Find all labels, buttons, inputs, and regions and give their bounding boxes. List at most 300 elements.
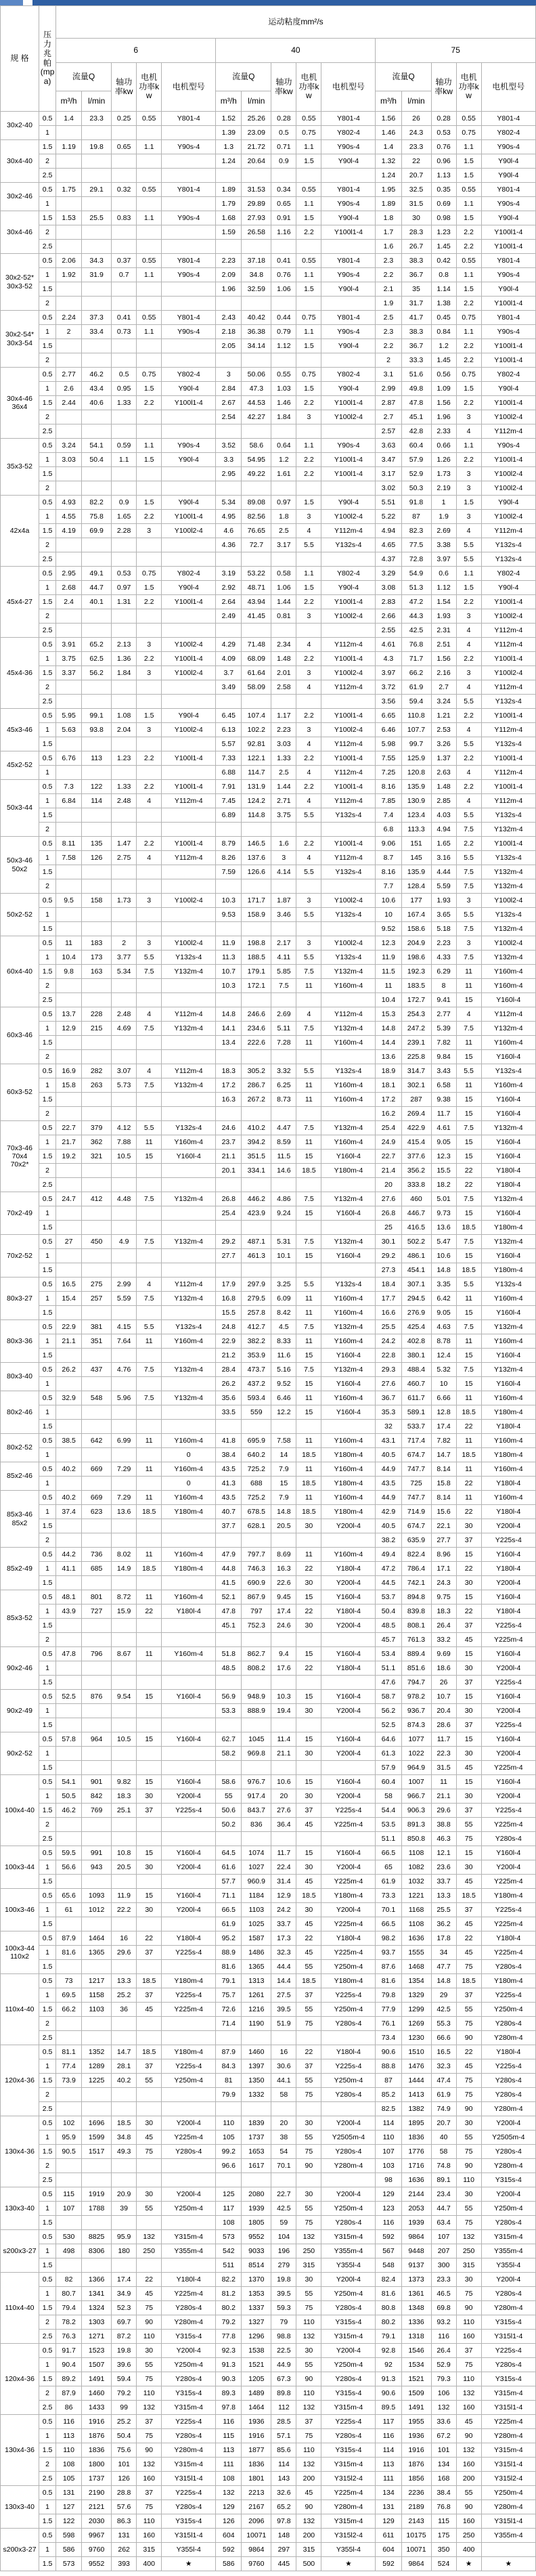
shaft-power-cell: 5.18: [431, 922, 456, 936]
motor-model-cell: Y90l-4: [162, 382, 216, 396]
shaft-power-cell: 0.65: [271, 197, 296, 211]
pressure-cell: 0.5: [39, 439, 56, 453]
motor-model-cell: Y132s-4: [481, 737, 535, 751]
motor-model-cell: Y100l1-4: [481, 652, 535, 666]
table-row: [1, 2102, 536, 2116]
pressure-cell: 1: [39, 908, 56, 922]
flow-lmin-cell: 1032: [401, 1875, 431, 1889]
flow-lmin-cell: 623: [82, 1505, 112, 1519]
motor-power-cell: 1.1: [456, 140, 481, 154]
shaft-power-cell: 11: [431, 1775, 456, 1789]
flow-lmin-cell: 1839: [242, 2116, 271, 2131]
flow-m3h-cell: 498: [56, 2244, 82, 2258]
flow-lmin-cell: 1444: [401, 2074, 431, 2088]
motor-power-cell: 15: [456, 1306, 481, 1320]
motor-model-cell: Y100l2-4: [321, 723, 376, 737]
motor-model-cell: Y280s-4: [321, 2216, 376, 2230]
motor-model-cell: Y100l1-4: [481, 780, 535, 794]
motor-model-cell: Y160m-4: [321, 1334, 376, 1349]
shaft-power-cell: [112, 609, 137, 624]
flow-lmin-cell: 21.72: [242, 140, 271, 154]
motor-model-cell: Y180l-4: [162, 1931, 216, 1946]
table-row: [1, 1093, 536, 1107]
pressure-cell: 0.5: [39, 2230, 56, 2244]
motor-model-cell: Y225s-4: [481, 1988, 535, 2003]
pressure-cell: 1: [39, 794, 56, 808]
motor-power-cell: 110: [137, 2386, 162, 2401]
motor-model-cell: Y200l-4: [321, 1747, 376, 1761]
flow-m3h-cell: 117: [216, 2202, 242, 2216]
flow-m3h-cell: 10.3: [216, 894, 242, 908]
flow-m3h-cell: 61.9: [216, 1917, 242, 1931]
motor-power-cell: [137, 1960, 162, 1974]
shaft-power-cell: [112, 1349, 137, 1363]
motor-power-cell: 15: [137, 1150, 162, 1164]
flow-m3h-cell: [56, 1178, 82, 1192]
pressure-cell: 1: [39, 2131, 56, 2145]
motor-power-cell: 0.55: [456, 112, 481, 126]
motor-model-cell: [162, 1960, 216, 1974]
flow-m3h-cell: 2.49: [216, 609, 242, 624]
flow-m3h-cell: 10.3: [216, 979, 242, 993]
flow-m3h-cell: 81.1: [56, 2045, 82, 2059]
motor-power-cell: 110: [456, 2173, 481, 2187]
flow-m3h-cell: 73.3: [376, 1889, 401, 1903]
flow-lmin-cell: 351.5: [242, 1150, 271, 1164]
motor-power-cell: 5.5: [456, 737, 481, 751]
flow-m3h-cell: 116: [376, 2216, 401, 2230]
motor-model-cell: [162, 1619, 216, 1633]
motor-model-cell: Y315l2-4: [321, 2529, 376, 2543]
flow-m3h-cell: 7.3: [56, 780, 82, 794]
flow-m3h-cell: 573: [216, 2230, 242, 2244]
motor-power-cell: 37: [456, 1903, 481, 1917]
flow-m3h-cell: 2: [376, 353, 401, 368]
flow-m3h-cell: 45.7: [376, 1633, 401, 1647]
motor-model-cell: Y280s-4: [162, 2301, 216, 2315]
shaft-power-cell: 14.6: [271, 1164, 296, 1178]
motor-model-cell: Y160m-4: [321, 1036, 376, 1050]
motor-model-cell: Y315l1-4: [162, 2529, 216, 2543]
motor-model-cell: Y315s-4: [481, 2315, 535, 2330]
flow-m3h-cell: 32: [376, 1420, 401, 1434]
shaft-power-cell: [112, 1619, 137, 1633]
shaft-power-cell: 1.26: [431, 453, 456, 467]
motor-model-cell: Y90s-4: [321, 197, 376, 211]
shaft-power-cell: 11.7: [271, 1846, 296, 1860]
table-row: [1, 695, 536, 709]
shaft-power-cell: 18.6: [431, 1661, 456, 1676]
pressure-cell: 1: [39, 197, 56, 211]
pressure-cell: 0.5: [39, 894, 56, 908]
shaft-power-cell: 17.3: [271, 1931, 296, 1946]
flow-lmin-cell: 29.1: [82, 183, 112, 197]
flow-lmin-cell: [242, 1420, 271, 1434]
shaft-power-cell: 7.9: [271, 1491, 296, 1505]
flow-lmin-cell: 1955: [401, 2415, 431, 2429]
flow-m3h-cell: 21.4: [376, 1164, 401, 1178]
flow-m3h-cell: 14.8: [376, 1022, 401, 1036]
flow-lmin-cell: 9760: [82, 2543, 112, 2557]
table-row: [1, 567, 536, 581]
motor-power-cell: 90: [296, 2372, 321, 2386]
flow-m3h-cell: 48.5: [216, 1661, 242, 1676]
shaft-power-cell: 126: [112, 2472, 137, 2486]
flow-lmin-cell: 628.1: [242, 1519, 271, 1533]
pressure-cell: 1: [39, 325, 56, 339]
flow-m3h-cell: 92.8: [376, 2344, 401, 2358]
flow-m3h-cell: 57.9: [376, 1761, 401, 1775]
motor-model-cell: [162, 1576, 216, 1590]
flow-lmin-cell: [82, 2216, 112, 2230]
flow-m3h-cell: 3.24: [56, 439, 82, 453]
shaft-power-cell: [271, 695, 296, 709]
flow-m3h-cell: 7.33: [216, 751, 242, 766]
motor-model-cell: Y802-4: [481, 368, 535, 382]
shaft-power-cell: 1.8: [271, 510, 296, 524]
flow-lmin-cell: [242, 695, 271, 709]
motor-power-cell: 11: [296, 1306, 321, 1320]
motor-model-cell: Y90l-4: [321, 211, 376, 225]
table-row: [1, 1462, 536, 1477]
flow-lmin-cell: 204.9: [401, 936, 431, 951]
motor-power-cell: 15: [296, 1590, 321, 1604]
flow-m3h-cell: 37.7: [216, 1519, 242, 1533]
flow-lmin-cell: 38.3: [401, 254, 431, 268]
header-viscosity-75: 75: [376, 39, 536, 63]
shaft-power-cell: 0.66: [431, 439, 456, 453]
motor-model-cell: Y315m-4: [481, 2230, 535, 2244]
motor-model-cell: [162, 766, 216, 780]
motor-model-cell: Y132s-4: [321, 865, 376, 879]
flow-lmin-cell: 894.8: [401, 1590, 431, 1604]
motor-power-cell: [137, 1221, 162, 1235]
motor-power-cell: 4: [456, 680, 481, 695]
flow-lmin-cell: [82, 1164, 112, 1178]
flow-m3h-cell: 90.5: [56, 2145, 82, 2159]
shaft-power-cell: 3.17: [271, 538, 296, 552]
shaft-power-cell: 22.4: [271, 1860, 296, 1875]
flow-lmin-cell: 234.6: [242, 1022, 271, 1036]
flow-lmin-cell: 1836: [82, 2443, 112, 2458]
motor-model-cell: Y100l2-4: [481, 894, 535, 908]
pressure-cell: 0.5: [39, 1007, 56, 1022]
motor-power-cell: 75: [456, 2088, 481, 2102]
table-row: [1, 1349, 536, 1363]
motor-power-cell: 45: [456, 1633, 481, 1647]
flow-lmin-cell: 9552: [242, 2230, 271, 2244]
shaft-power-cell: [112, 1761, 137, 1775]
flow-lmin-cell: 1534: [401, 2358, 431, 2372]
spec-cell: 30x4-40: [1, 140, 39, 183]
flow-m3h-cell: [56, 538, 82, 552]
shaft-power-cell: 0.59: [112, 439, 137, 453]
flow-m3h-cell: 79.8: [376, 1988, 401, 2003]
pressure-cell: 0.5: [39, 2045, 56, 2059]
motor-model-cell: [162, 1761, 216, 1775]
shaft-power-cell: 2.23: [271, 723, 296, 737]
motor-power-cell: 1.5: [456, 382, 481, 396]
motor-model-cell: Y280s-4: [481, 2287, 535, 2301]
flow-lmin-cell: 41.45: [242, 609, 271, 624]
shaft-power-cell: 8.14: [431, 1462, 456, 1477]
flow-m3h-cell: 61: [56, 1903, 82, 1917]
motor-power-cell: 2.2: [456, 240, 481, 254]
flow-lmin-cell: 593.4: [242, 1391, 271, 1405]
flow-m3h-cell: 3.37: [56, 666, 82, 680]
flow-lmin-cell: 102.2: [242, 723, 271, 737]
motor-power-cell: [137, 865, 162, 879]
flow-m3h-cell: 29.2: [216, 1235, 242, 1249]
flow-lmin-cell: 10175: [401, 2529, 431, 2543]
table-row: [1, 282, 536, 297]
shaft-power-cell: [112, 339, 137, 353]
motor-model-cell: Y315l2-4: [481, 2472, 535, 2486]
motor-model-cell: Y160m-4: [162, 1491, 216, 1505]
flow-m3h-cell: 3.02: [376, 481, 401, 496]
table-row: [1, 1121, 536, 1135]
flow-m3h-cell: [216, 2173, 242, 2187]
flow-lmin-cell: 917.4: [242, 1789, 271, 1804]
motor-power-cell: [296, 823, 321, 837]
motor-power-cell: 200: [296, 2529, 321, 2543]
motor-model-cell: [321, 624, 376, 638]
flow-lmin-cell: [242, 297, 271, 311]
pressure-cell: 0.5: [39, 1121, 56, 1135]
flow-lmin-cell: 9760: [242, 2557, 271, 2571]
flow-lmin-cell: [242, 2102, 271, 2116]
flow-m3h-cell: 2.54: [216, 410, 242, 424]
motor-power-cell: 30: [296, 1789, 321, 1804]
flow-lmin-cell: 32.59: [242, 282, 271, 297]
motor-power-cell: [296, 353, 321, 368]
spec-cell: 30x4-46 36x4: [1, 368, 39, 439]
flow-lmin-cell: 1327: [242, 2315, 271, 2330]
flow-lmin-cell: 188.5: [242, 951, 271, 965]
motor-model-cell: Y132s-4: [481, 1278, 535, 1292]
flow-m3h-cell: 52.5: [376, 1718, 401, 1732]
flow-m3h-cell: 95.2: [216, 1931, 242, 1946]
shaft-power-cell: 39.6: [112, 2358, 137, 2372]
table-row: [1, 1619, 536, 1633]
motor-power-cell: 55: [296, 2131, 321, 2145]
motor-power-cell: 75: [296, 2429, 321, 2443]
motor-power-cell: 3: [456, 666, 481, 680]
flow-m3h-cell: 27: [56, 1235, 82, 1249]
motor-model-cell: Y200l-4: [481, 2273, 535, 2287]
flow-lmin-cell: 1413: [401, 2088, 431, 2102]
shaft-power-cell: 7.29: [112, 1462, 137, 1477]
top-bar-segment: [0, 0, 23, 5]
shaft-power-cell: 89.8: [271, 2386, 296, 2401]
pressure-cell: 1.5: [39, 467, 56, 481]
flow-m3h-cell: 17.9: [216, 1278, 242, 1292]
flow-m3h-cell: 9.5: [56, 894, 82, 908]
flow-m3h-cell: 3.97: [376, 666, 401, 680]
header-shaft-power: 轴功率kw: [431, 63, 456, 112]
motor-model-cell: [162, 1349, 216, 1363]
spec-cell: 110x4-40: [1, 2273, 39, 2344]
table-row: [1, 1107, 536, 1121]
shaft-power-cell: 46.5: [431, 2287, 456, 2301]
motor-model-cell: 0: [162, 1477, 216, 1491]
motor-model-cell: [162, 2102, 216, 2116]
flow-lmin-cell: 29.89: [242, 197, 271, 211]
flow-m3h-cell: 611: [376, 2529, 401, 2543]
flow-lmin-cell: 107.7: [401, 723, 431, 737]
motor-model-cell: [321, 879, 376, 894]
motor-power-cell: 1.5: [137, 581, 162, 595]
flow-m3h-cell: 1.89: [376, 197, 401, 211]
flow-lmin-cell: 1077: [401, 1732, 431, 1747]
flow-lmin-cell: 808.1: [401, 1619, 431, 1633]
motor-model-cell: Y180m-4: [162, 1974, 216, 1988]
flow-m3h-cell: 27.6: [376, 1192, 401, 1206]
table-row: [1, 339, 536, 353]
flow-lmin-cell: 183: [82, 936, 112, 951]
motor-model-cell: Y112m-4: [162, 1007, 216, 1022]
flow-lmin-cell: 126: [82, 851, 112, 865]
shaft-power-cell: [271, 353, 296, 368]
spec-cell: 70x2-52: [1, 1235, 39, 1278]
shaft-power-cell: 0.32: [112, 183, 137, 197]
pressure-cell: 1: [39, 382, 56, 396]
motor-model-cell: [162, 240, 216, 254]
flow-m3h-cell: 3.3: [216, 453, 242, 467]
top-bar: [0, 0, 536, 5]
shaft-power-cell: [271, 1178, 296, 1192]
motor-power-cell: 0.75: [296, 368, 321, 382]
motor-model-cell: Y225s-4: [162, 2059, 216, 2074]
flow-m3h-cell: 61.9: [376, 1875, 401, 1889]
motor-model-cell: Y90l-4: [481, 496, 535, 510]
table-row: [1, 2244, 536, 2258]
motor-power-cell: 0.55: [137, 112, 162, 126]
pressure-cell: 1.5: [39, 1036, 56, 1050]
pressure-cell: 1: [39, 1704, 56, 1718]
motor-model-cell: Y315m-4: [162, 2230, 216, 2244]
flow-m3h-cell: 4.37: [376, 552, 401, 567]
flow-lmin-cell: [82, 1519, 112, 1533]
motor-model-cell: Y90l-4: [321, 496, 376, 510]
shaft-power-cell: 14.4: [271, 1974, 296, 1988]
flow-lmin-cell: 960.9: [242, 1875, 271, 1889]
motor-model-cell: Y250m-4: [321, 2358, 376, 2372]
motor-power-cell: 11: [456, 1391, 481, 1405]
motor-power-cell: 37: [137, 1988, 162, 2003]
motor-power-cell: 110: [296, 2386, 321, 2401]
flow-lmin-cell: 642: [82, 1434, 112, 1448]
motor-model-cell: Y90l-4: [481, 211, 535, 225]
motor-model-cell: Y180l-4: [481, 1931, 535, 1946]
motor-power-cell: 5.5: [137, 1121, 162, 1135]
shaft-power-cell: 1.13: [431, 169, 456, 183]
flow-lmin-cell: [82, 2173, 112, 2187]
motor-power-cell: 11: [456, 1462, 481, 1477]
motor-model-cell: Y132s-4: [162, 1121, 216, 1135]
flow-m3h-cell: 69.5: [56, 1988, 82, 2003]
motor-model-cell: Y200l-4: [481, 2187, 535, 2202]
pressure-cell: 1: [39, 2202, 56, 2216]
motor-power-cell: 15: [456, 1775, 481, 1789]
flow-m3h-cell: 8.11: [56, 837, 82, 851]
shaft-power-cell: 0.76: [271, 268, 296, 282]
flow-lmin-cell: 1517: [82, 2145, 112, 2159]
pressure-cell: 2.5: [39, 2102, 56, 2116]
pressure-cell: 2: [39, 225, 56, 240]
motor-power-cell: 2.2: [456, 595, 481, 609]
flow-m3h-cell: 24.8: [216, 1320, 242, 1334]
table-row: [1, 510, 536, 524]
shaft-power-cell: 1.44: [271, 780, 296, 794]
motor-model-cell: Y355l-4: [162, 2543, 216, 2557]
shaft-power-cell: 9.05: [431, 1135, 456, 1150]
motor-power-cell: 37: [296, 1804, 321, 1818]
flow-m3h-cell: [56, 1676, 82, 1690]
shaft-power-cell: 8.67: [112, 1647, 137, 1661]
motor-power-cell: 75: [296, 2088, 321, 2102]
motor-power-cell: [296, 1107, 321, 1121]
flow-lmin-cell: 1296: [242, 2330, 271, 2344]
shaft-power-cell: 15.9: [112, 1604, 137, 1619]
flow-m3h-cell: 111: [216, 2458, 242, 2472]
flow-lmin-cell: 257.8: [242, 1306, 271, 1320]
table-row: [1, 794, 536, 808]
flow-m3h-cell: 90.3: [216, 2372, 242, 2386]
motor-power-cell: 132: [296, 2458, 321, 2472]
shaft-power-cell: 0.9: [271, 154, 296, 169]
flow-m3h-cell: 2.84: [216, 382, 242, 396]
flow-m3h-cell: 54.1: [56, 1775, 82, 1789]
shaft-power-cell: 2.48: [112, 794, 137, 808]
flow-lmin-cell: 2189: [401, 2500, 431, 2514]
flow-lmin-cell: [82, 197, 112, 211]
motor-model-cell: Y355l-4: [481, 2258, 535, 2273]
motor-power-cell: 30: [456, 2187, 481, 2202]
motor-model-cell: Y315s-4: [321, 2443, 376, 2458]
motor-model-cell: ★: [481, 2557, 535, 2571]
motor-model-cell: Y280m-4: [481, 2102, 535, 2116]
flow-lmin-cell: 32.5: [401, 183, 431, 197]
motor-model-cell: [162, 2258, 216, 2273]
flow-lmin-cell: 25.26: [242, 112, 271, 126]
table-row: [1, 965, 536, 979]
motor-model-cell: Y355m-4: [481, 2529, 535, 2543]
shaft-power-cell: 9.82: [112, 1775, 137, 1789]
flow-m3h-cell: 1.75: [56, 183, 82, 197]
motor-model-cell: Y132m-4: [321, 1121, 376, 1135]
flow-lmin-cell: 1348: [401, 2301, 431, 2315]
motor-power-cell: 2.2: [296, 652, 321, 666]
shaft-power-cell: 1.2: [271, 453, 296, 467]
shaft-power-cell: 12.2: [271, 1405, 296, 1420]
flow-lmin-cell: [82, 2017, 112, 2031]
flow-m3h-cell: [216, 1420, 242, 1434]
motor-power-cell: 15: [296, 1732, 321, 1747]
flow-m3h-cell: [56, 1818, 82, 1832]
table-row: [1, 1150, 536, 1164]
flow-m3h-cell: 11.5: [376, 965, 401, 979]
motor-model-cell: Y225m-4: [162, 2003, 216, 2017]
motor-model-cell: [321, 1761, 376, 1775]
flow-lmin-cell: 9552: [82, 2557, 112, 2571]
shaft-power-cell: 79.2: [112, 2386, 137, 2401]
shaft-power-cell: 12.4: [431, 1349, 456, 1363]
pressure-cell: 1.5: [39, 922, 56, 936]
motor-power-cell: 5.5: [456, 538, 481, 552]
flow-m3h-cell: 84.3: [216, 2059, 242, 2074]
motor-power-cell: 3: [296, 666, 321, 680]
